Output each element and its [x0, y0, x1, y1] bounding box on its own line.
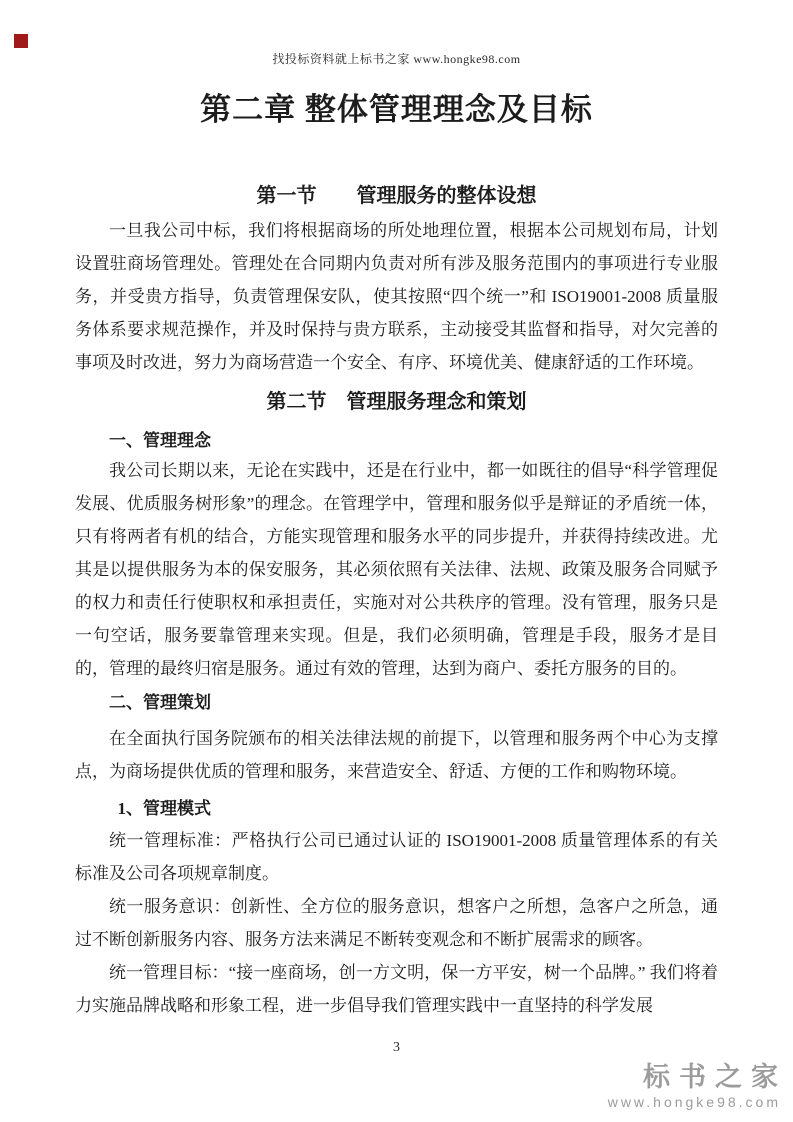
- section1-heading: 第一节 管理服务的整体设想: [256, 185, 537, 207]
- watermark: [481, 1062, 787, 1110]
- unified-service-awareness-paragraph: 统一服务意识：创新性、全方位的服务意识，想客户之所想，急客户之所急，通过不断创新服务内容、服务方法来满足不断转变观念和不断扩展需求的顾客。: [75, 897, 718, 949]
- header-site-notice: 找投标资料就上标书之家 www.hongke98.com: [272, 52, 521, 66]
- subheading-management-philosophy: 一、管理理念: [109, 431, 211, 450]
- management-planning-paragraph: 在全面执行国务院颁布的相关法律法规的前提下，以管理和服务两个中心为支撑点，为商场提供优质的管理和服务，来营造安全、舒适、方便的工作和购物环境。: [75, 729, 718, 781]
- subheading-management-planning: 二、管理策划: [109, 693, 211, 712]
- section1-paragraph: 一旦我公司中标，我们将根据商场的所处地理位置，根据本公司规划布局，计划设置驻商场管理处。管理处在合同期内负责对所有涉及服务范围内的事项进行专业服务，并受贵方指导，负责管理保安队，使其按照“四个统一”和 ISO19001-2008 质量服务体系要求规范操作，并及时保持与贵方联系，主动接受其监督和指导，对欠完善的事项及时改进，努力为商场营造一个安全、有序、环境优美、健康舒适的工作环境。: [75, 221, 718, 372]
- unified-management-goal-paragraph: 统一管理目标：“接一座商场，创一方文明，保一方平安，树一个品牌。” 我们将着力实施品牌战略和形象工程，进一步倡导我们管理实践中一直坚持的科学发展: [75, 963, 718, 1015]
- subheading-management-mode: 1、管理模式: [117, 799, 211, 818]
- management-philosophy-paragraph: 我公司长期以来，无论在实践中，还是在行业中，都一如既往的倡导“科学管理促发展、优质服务树形象”的理念。在管理学中，管理和服务似乎是辩证的矛盾统一体，只有将两者有机的结合，方能实现管理和服务水平的同步提升，并获得持续改进。尤其是以提供服务为本的保安服务，其必须依照有关法律、法规、政策及服务合同赋予的权力和责任行使职权和承担责任，实施对对公共秩序的管理。没有管理，服务只是一句空话，服务要靠管理来实现。但是，我们必须明确，管理是手段，服务才是目的，管理的最终归宿是服务。通过有效的管理，达到为商户、委托方服务的目的。: [75, 461, 718, 678]
- corner-mark-square: [14, 34, 28, 48]
- unified-standard-paragraph: 统一管理标准：严格执行公司已通过认证的 ISO19001-2008 质量管理体系的有关标准及公司各项规章制度。: [75, 831, 718, 883]
- section2-heading: 第二节 管理服务理念和策划: [266, 391, 527, 413]
- chapter-title: 第二章 整体管理理念及目标: [200, 92, 593, 127]
- watermark-brand-text: 标书之家: [643, 1062, 787, 1092]
- page-number: 3: [393, 1040, 400, 1055]
- watermark-url-text: www.hongke98.com: [607, 1094, 781, 1110]
